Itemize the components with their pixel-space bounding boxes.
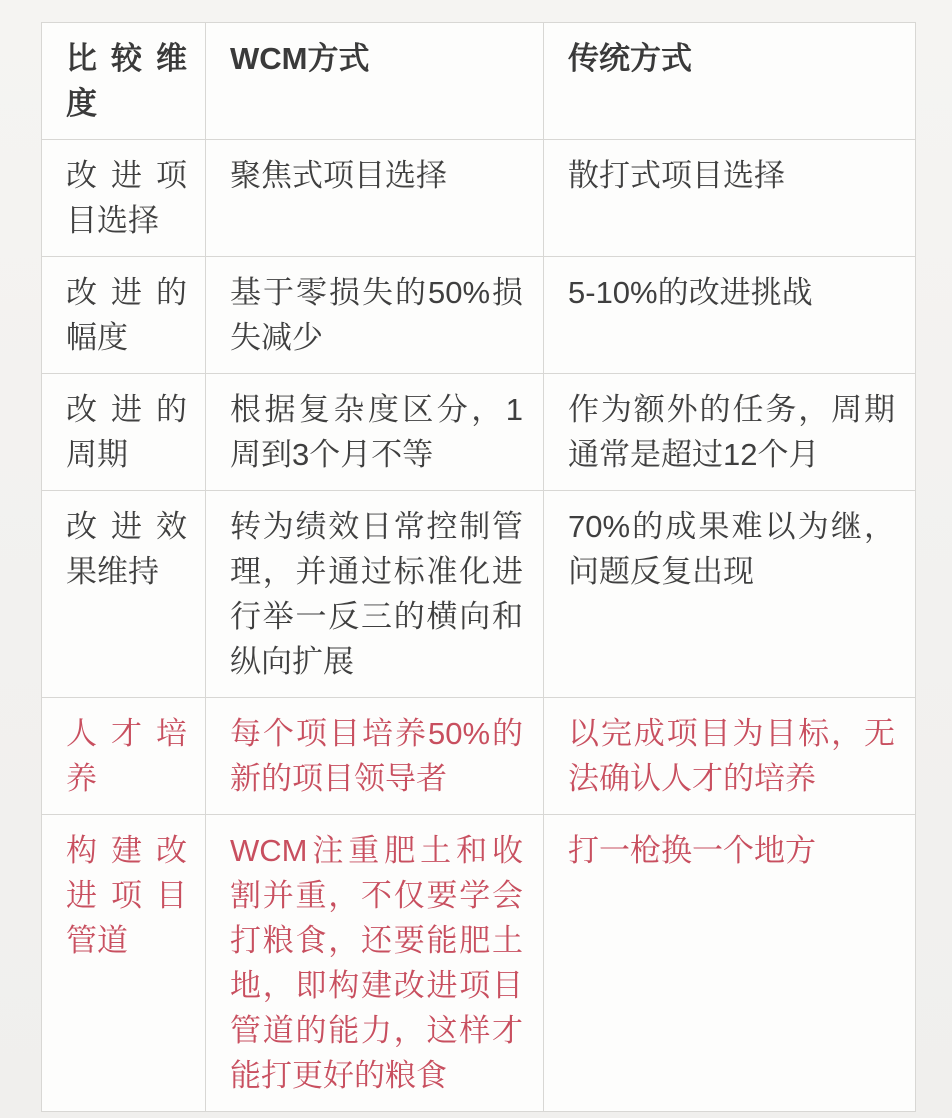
table-row-highlighted <box>42 698 916 815</box>
traditional-cell: 散打式项目选择 <box>544 140 916 257</box>
wcm-cell: 每个项目培养50%的新的项目领导者 <box>206 698 544 815</box>
traditional-cell: 以完成项目为目标，无法确认人才的培养 <box>544 698 916 815</box>
wcm-cell: 根据复杂度区分，1周到3个月不等 <box>206 374 544 491</box>
traditional-cell: 5-10%的改进挑战 <box>544 257 916 374</box>
dimension-cell: 改进的周期 <box>42 374 206 491</box>
traditional-cell: 打一枪换一个地方 <box>544 815 916 1112</box>
wcm-cell: 聚焦式项目选择 <box>206 140 544 257</box>
header-wcm: WCM方式 <box>206 23 544 140</box>
header-dimension: 比较维度 <box>42 23 206 140</box>
table-row <box>42 374 916 491</box>
dimension-cell: 改进的幅度 <box>42 257 206 374</box>
comparison-table <box>41 22 916 1112</box>
header-traditional: 传统方式 <box>544 23 916 140</box>
dimension-cell: 人才培养 <box>42 698 206 815</box>
wcm-cell: 转为绩效日常控制管理，并通过标准化进行举一反三的横向和纵向扩展 <box>206 491 544 698</box>
traditional-cell: 70%的成果难以为继，问题反复出现 <box>544 491 916 698</box>
dimension-cell: 构建改进项目管道 <box>42 815 206 1112</box>
dimension-cell: 改进效果维持 <box>42 491 206 698</box>
table-row-highlighted <box>42 815 916 1112</box>
table-row <box>42 491 916 698</box>
traditional-cell: 作为额外的任务，周期通常是超过12个月 <box>544 374 916 491</box>
wcm-cell: WCM注重肥土和收割并重，不仅要学会打粮食，还要能肥土地，即构建改进项目管道的能力，这样才能打更好的粮食 <box>206 815 544 1112</box>
dimension-cell: 改进项目选择 <box>42 140 206 257</box>
table-row <box>42 140 916 257</box>
wcm-cell: 基于零损失的50%损失减少 <box>206 257 544 374</box>
table-header-row <box>42 23 916 140</box>
table-row <box>42 257 916 374</box>
